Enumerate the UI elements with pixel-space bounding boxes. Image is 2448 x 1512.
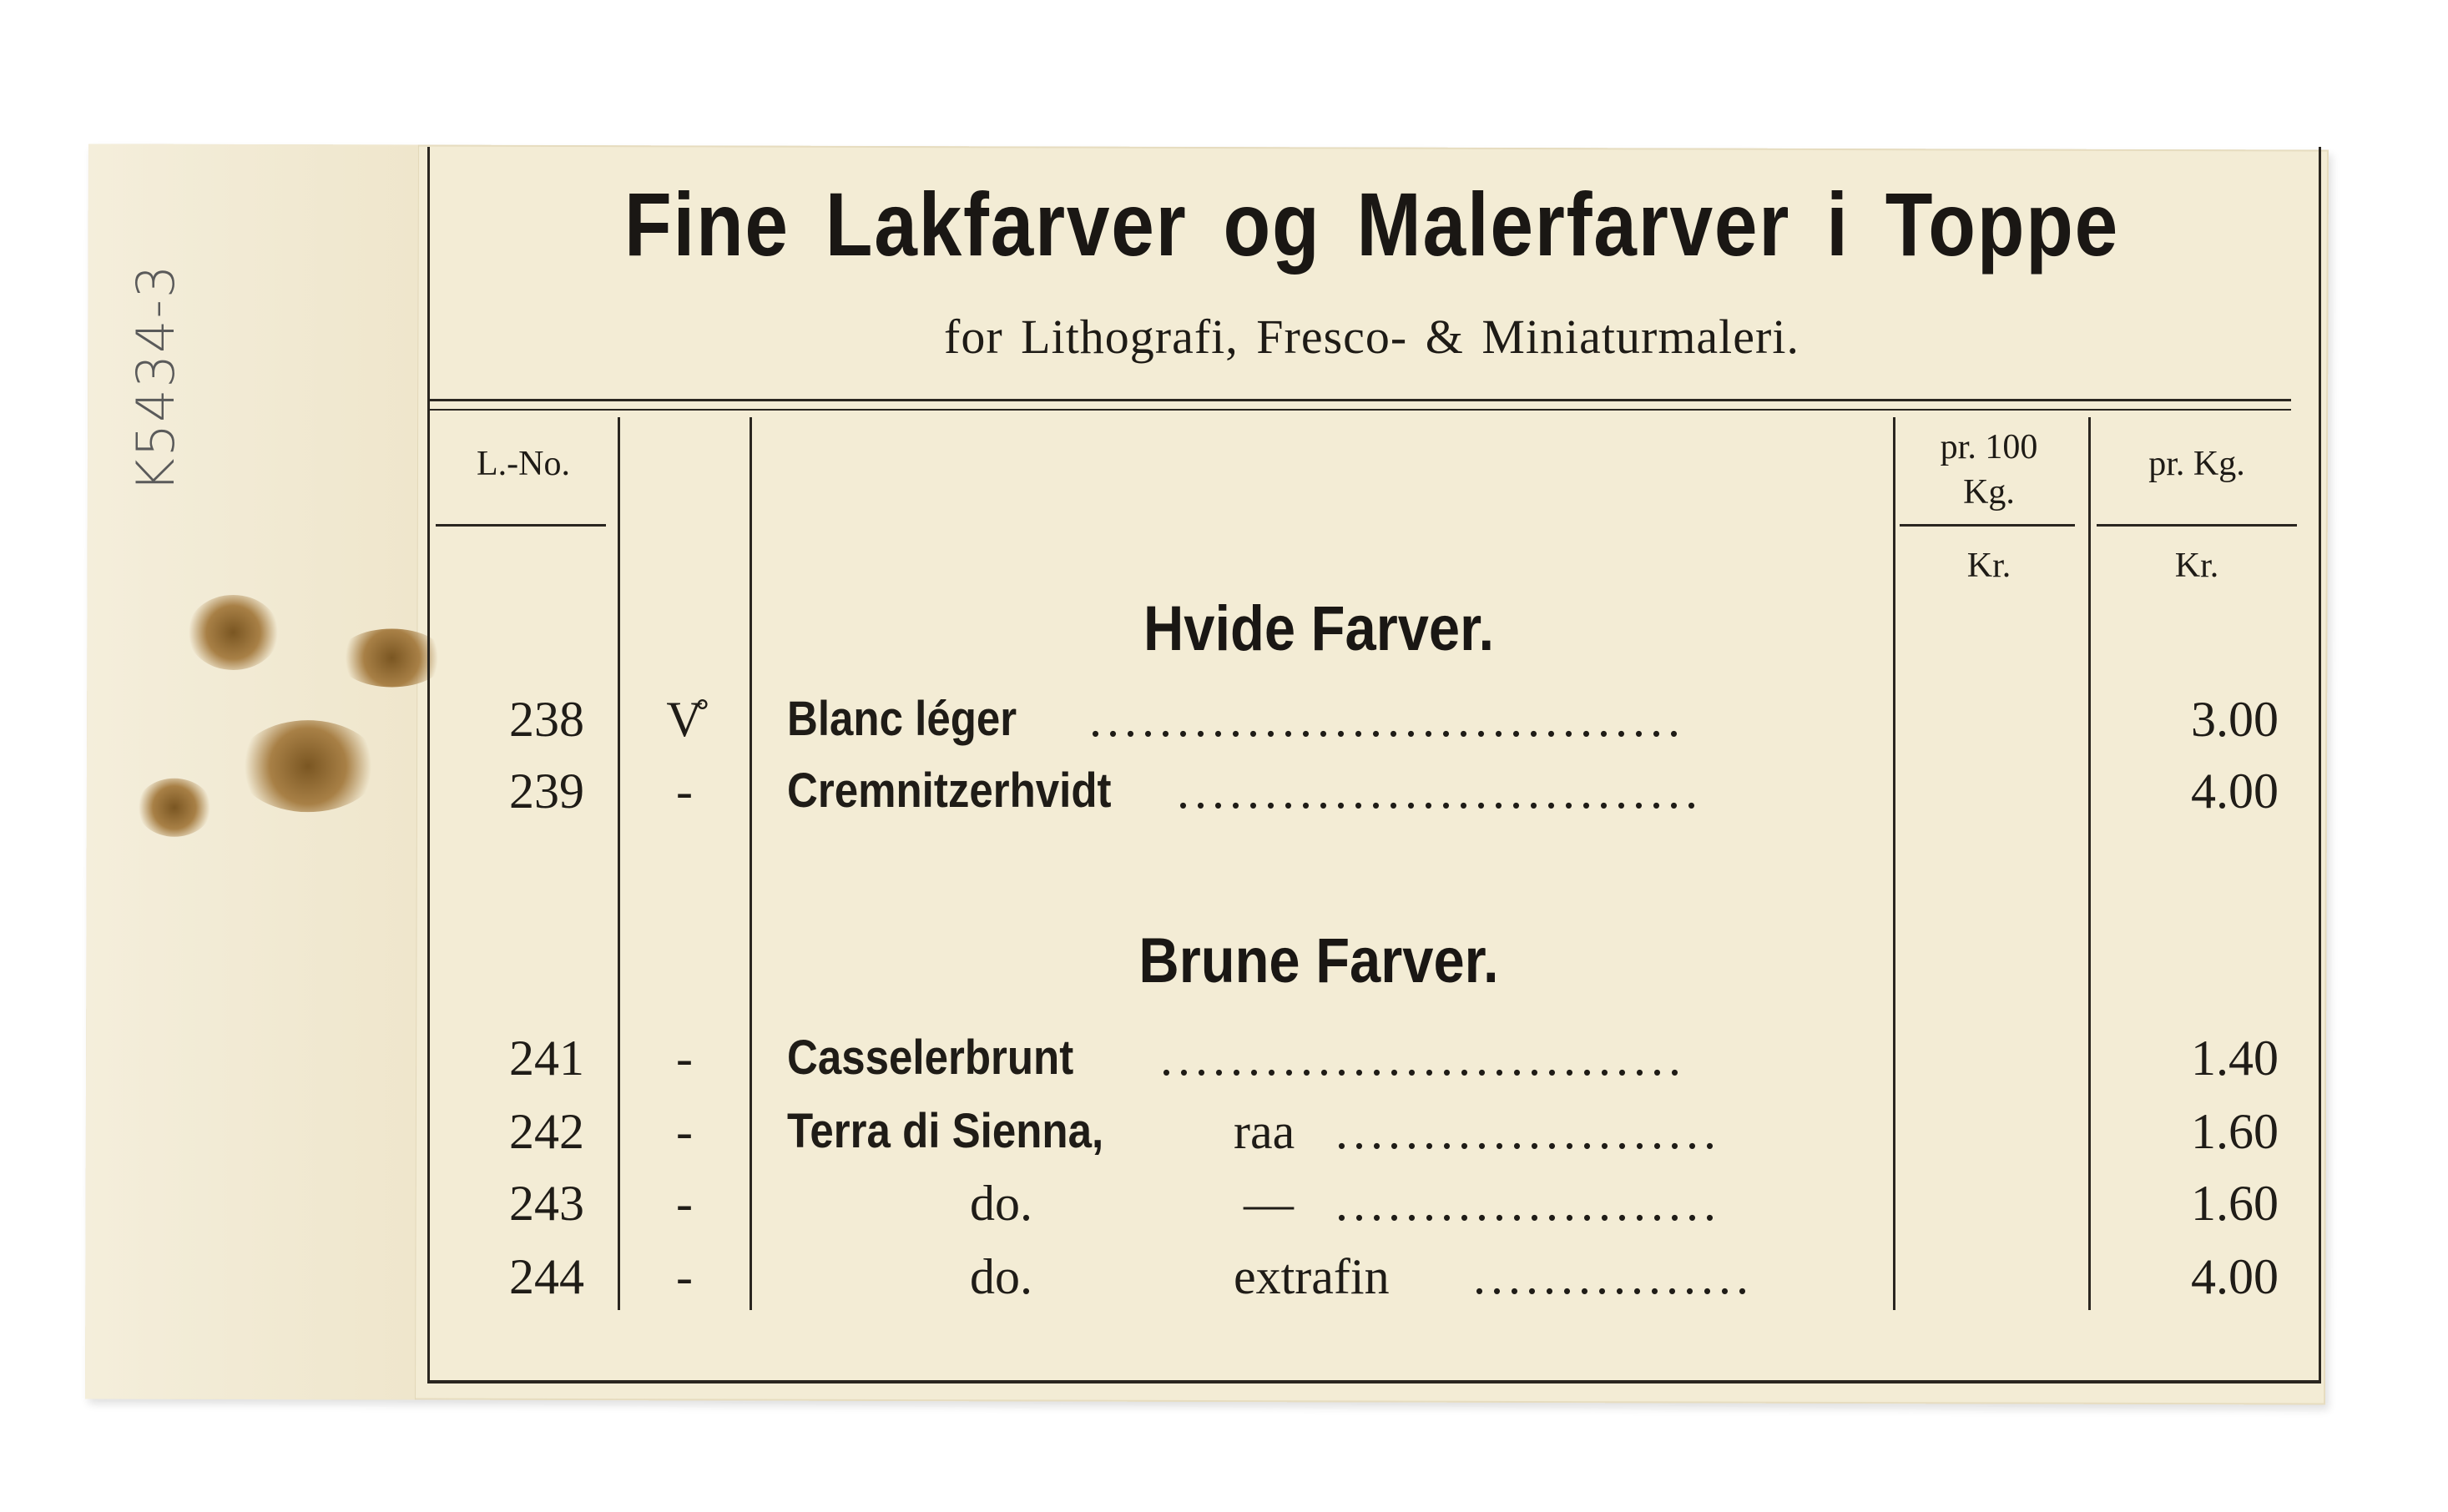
item-name: Casselerbrunt (787, 1031, 1074, 1085)
document-title: Fine Lakfarver og Malerfarver i Toppe (623, 174, 2120, 275)
table-row (0, 758, 2448, 824)
item-price: 1.40 (2191, 1031, 2279, 1086)
item-number: 243 (509, 1176, 584, 1231)
leader-dots: .................................. (1089, 692, 1685, 747)
item-number: 242 (509, 1104, 584, 1159)
item-price: 4.00 (2191, 764, 2279, 819)
table-row (0, 686, 2448, 753)
header-underline (2097, 524, 2297, 527)
item-price: 3.00 (2191, 692, 2279, 747)
header-currency-kg: Kr. (2174, 547, 2219, 585)
header-per100-top: pr. 100 (1940, 428, 2038, 466)
item-number: 241 (509, 1031, 584, 1086)
item-mark: - (676, 764, 693, 819)
item-mark: V̊ (666, 692, 703, 747)
rust-stain (187, 595, 279, 670)
archive-number: K5434-3 (125, 263, 186, 492)
table-row (0, 1098, 2448, 1165)
item-suffix: raa (1234, 1104, 1295, 1159)
leader-dots: ...................... (1335, 1176, 1721, 1231)
item-price: 4.00 (2191, 1249, 2279, 1304)
header-currency-100: Kr. (1966, 547, 2011, 585)
item-name: Cremnitzerhvidt (787, 764, 1112, 818)
item-mark: - (676, 1031, 693, 1086)
item-number: 238 (509, 692, 584, 747)
item-mark: - (676, 1249, 693, 1304)
item-name: Blanc léger (787, 692, 1017, 746)
header-rule (430, 399, 2291, 401)
item-number: 239 (509, 764, 584, 819)
section-heading-brown: Brune Farver. (1138, 925, 1499, 996)
item-price: 1.60 (2191, 1176, 2279, 1231)
table-row (0, 1243, 2448, 1310)
item-name: do. (970, 1249, 1032, 1304)
section-heading-white: Hvide Farver. (1143, 593, 1495, 664)
item-name: Terra di Sienna, (787, 1104, 1104, 1158)
header-perkg: pr. Kg. (2148, 445, 2245, 483)
item-name: do. (970, 1176, 1032, 1231)
table-row (0, 1170, 2448, 1237)
item-number: 244 (509, 1249, 584, 1304)
leader-dots: ...................... (1335, 1104, 1721, 1159)
header-per100-bottom: Kg. (1963, 473, 2015, 512)
header-rule-thin (430, 409, 2291, 411)
document-subtitle: for Lithografi, Fresco- & Miniaturmaleri. (944, 310, 1799, 364)
leader-dots: .............................. (1160, 1031, 1686, 1086)
header-underline (436, 524, 606, 527)
item-suffix: extrafin (1234, 1249, 1390, 1304)
item-price: 1.60 (2191, 1104, 2279, 1159)
table-row (0, 1025, 2448, 1091)
item-mark: - (676, 1104, 693, 1159)
leader-dots: .............................. (1177, 764, 1703, 819)
item-suffix: — (1244, 1176, 1294, 1231)
header-underline (1900, 524, 2075, 527)
header-lno: L.-No. (477, 445, 570, 483)
leader-dots: ................ (1473, 1249, 1754, 1304)
item-mark: - (676, 1176, 693, 1231)
